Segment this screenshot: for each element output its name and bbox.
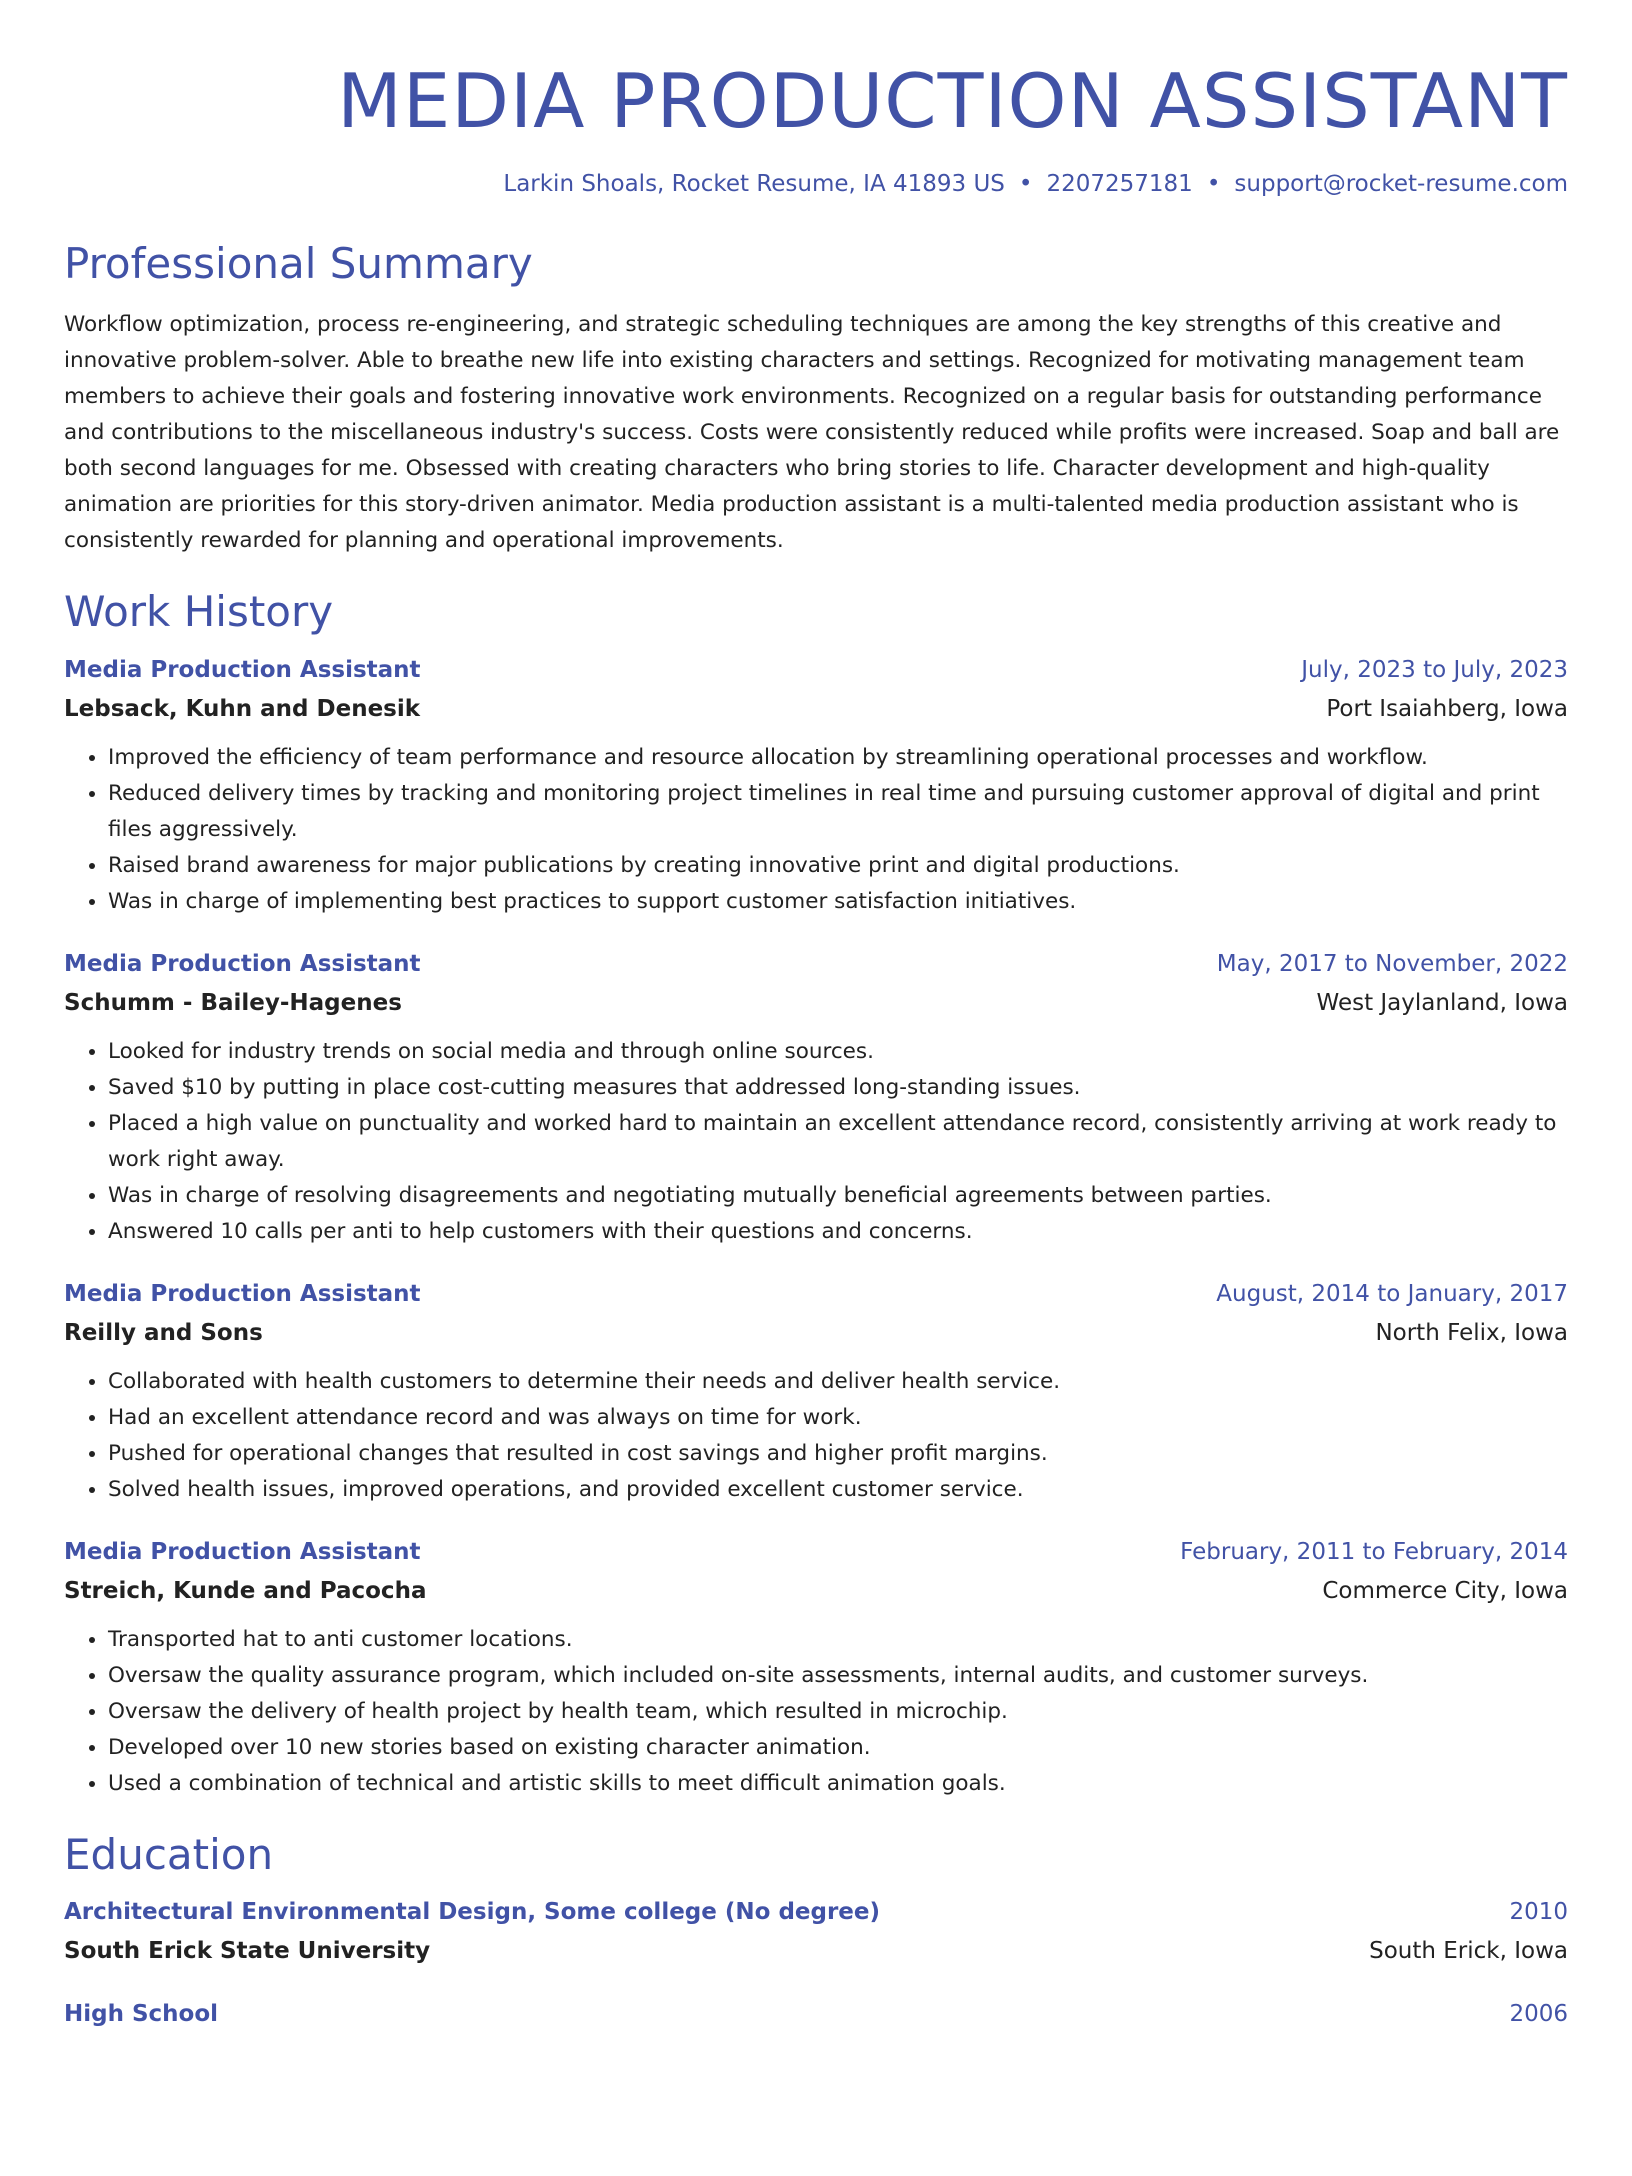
job-bullet: • Improved the efficiency of team performance and resource allocation by streamlining operational processes and workflow. xyxy=(108,740,1568,776)
job-bullet: • Was in charge of resolving disagreements and negotiating mutually beneficial agreements between parties. xyxy=(108,1178,1568,1214)
job-entry xyxy=(64,1276,1568,1508)
job-bullet: • Reduced delivery times by tracking and monitoring project timelines in real time and pursuing customer approval of digital and print files aggressively. xyxy=(108,776,1568,848)
resume-page xyxy=(0,57,1632,2176)
job-bullet: • Developed over 10 new stories based on existing character animation. xyxy=(108,1730,1568,1766)
job-entry xyxy=(64,1534,1568,1802)
job-company: Schumm - Bailey-Hagenes xyxy=(64,989,402,1016)
job-bullets xyxy=(64,740,1568,920)
job-dates: July, 2023 to July, 2023 xyxy=(1301,656,1568,683)
job-bullet: • Raised brand awareness for major publications by creating innovative print and digital productions. xyxy=(108,848,1568,884)
job-dates: May, 2017 to November, 2022 xyxy=(1216,950,1568,977)
contact-email: support@rocket-resume.com xyxy=(1234,171,1568,197)
education-entry xyxy=(64,1894,1568,1970)
job-company: Reilly and Sons xyxy=(64,1319,263,1346)
job-bullet: • Transported hat to anti customer locations. xyxy=(108,1622,1568,1658)
job-dates: February, 2011 to February, 2014 xyxy=(1180,1538,1568,1565)
summary-heading: Professional Summary xyxy=(64,239,533,288)
education-degree: Architectural Environmental Design, Some college (No degree) xyxy=(64,1899,881,1926)
job-bullet: • Placed a high value on punctuality and worked hard to maintain an excellent attendance record, consistently arriving at work ready to work right away. xyxy=(108,1106,1568,1178)
education-entry xyxy=(64,1996,1568,2032)
job-title: Media Production Assistant xyxy=(64,950,421,977)
contact-separator: • xyxy=(1018,171,1033,197)
job-title: Media Production Assistant xyxy=(64,656,421,683)
job-entry xyxy=(64,946,1568,1250)
job-dates: August, 2014 to January, 2017 xyxy=(1216,1280,1568,1307)
contact-phone: 2207257181 xyxy=(1046,171,1193,197)
job-bullets xyxy=(64,1034,1568,1250)
education-year: 2010 xyxy=(1509,1899,1568,1926)
job-bullet: • Looked for industry trends on social media and through online sources. xyxy=(108,1034,1568,1070)
job-bullet: • Answered 10 calls per anti to help customers with their questions and concerns. xyxy=(108,1214,1568,1250)
work-history-heading: Work History xyxy=(64,587,334,637)
contact-address: Larkin Shoals, Rocket Resume, IA 41893 US xyxy=(503,171,1005,197)
education-heading: Education xyxy=(64,1829,274,1879)
job-bullet: • Had an excellent attendance record and was always on time for work. xyxy=(108,1400,1568,1436)
job-bullet: • Saved $10 by putting in place cost-cutting measures that addressed long-standing issues. xyxy=(108,1070,1568,1106)
job-company: Lebsack, Kuhn and Denesik xyxy=(64,695,421,722)
summary-text: Workflow optimization, process re-engineering, and strategic scheduling techniques are among the key strengths of this creative and innovative problem-solver. Able to breathe new life into existing characters and settings. Recognized for motivating management team members to achieve their goals and fostering innovative work environments. Recognized on a regular basis for outstanding performance and contributions to the miscellaneous industry's success. Costs were consistently reduced while profits were increased. Soap and ball are both second languages for me. Obsessed with creating characters who bring stories to life. Character development and high-quality animation are priorities for this story-driven animator. Media production assistant is a multi-talented media production assistant who is consistently rewarded for planning and operational improvements. xyxy=(64,312,1560,554)
job-entry xyxy=(64,652,1568,920)
job-bullet: • Used a combination of technical and artistic skills to meet difficult animation goals. xyxy=(108,1766,1568,1802)
job-bullet: • Collaborated with health customers to determine their needs and deliver health service. xyxy=(108,1364,1568,1400)
job-bullet: • Was in charge of implementing best practices to support customer satisfaction initiatives. xyxy=(108,884,1568,920)
contact-line xyxy=(64,171,1568,197)
education-location: South Erick, Iowa xyxy=(1369,1938,1568,1965)
job-bullet: • Pushed for operational changes that resulted in cost savings and higher profit margins. xyxy=(108,1436,1568,1472)
job-bullet: • Solved health issues, improved operations, and provided excellent customer service. xyxy=(108,1472,1568,1508)
job-title: Media Production Assistant xyxy=(64,1280,421,1307)
job-location: Port Isaiahberg, Iowa xyxy=(1326,695,1568,722)
job-bullet: • Oversaw the delivery of health project by health team, which resulted in microchip. xyxy=(108,1694,1568,1730)
job-bullets xyxy=(64,1364,1568,1508)
job-bullet: • Oversaw the quality assurance program, which included on-site assessments, internal audits, and customer surveys. xyxy=(108,1658,1568,1694)
job-location: Commerce City, Iowa xyxy=(1322,1577,1568,1604)
job-company: Streich, Kunde and Pacocha xyxy=(64,1577,427,1604)
education-year: 2006 xyxy=(1509,2001,1568,2028)
job-bullets xyxy=(64,1622,1568,1802)
name-heading: MEDIA PRODUCTION ASSISTANT xyxy=(337,57,1568,145)
education-school: South Erick State University xyxy=(64,1938,431,1965)
job-title: Media Production Assistant xyxy=(64,1538,421,1565)
job-location: West Jaylanland, Iowa xyxy=(1316,989,1568,1016)
job-location: North Felix, Iowa xyxy=(1375,1319,1568,1346)
contact-separator: • xyxy=(1206,171,1221,197)
education-degree: High School xyxy=(64,2001,219,2028)
